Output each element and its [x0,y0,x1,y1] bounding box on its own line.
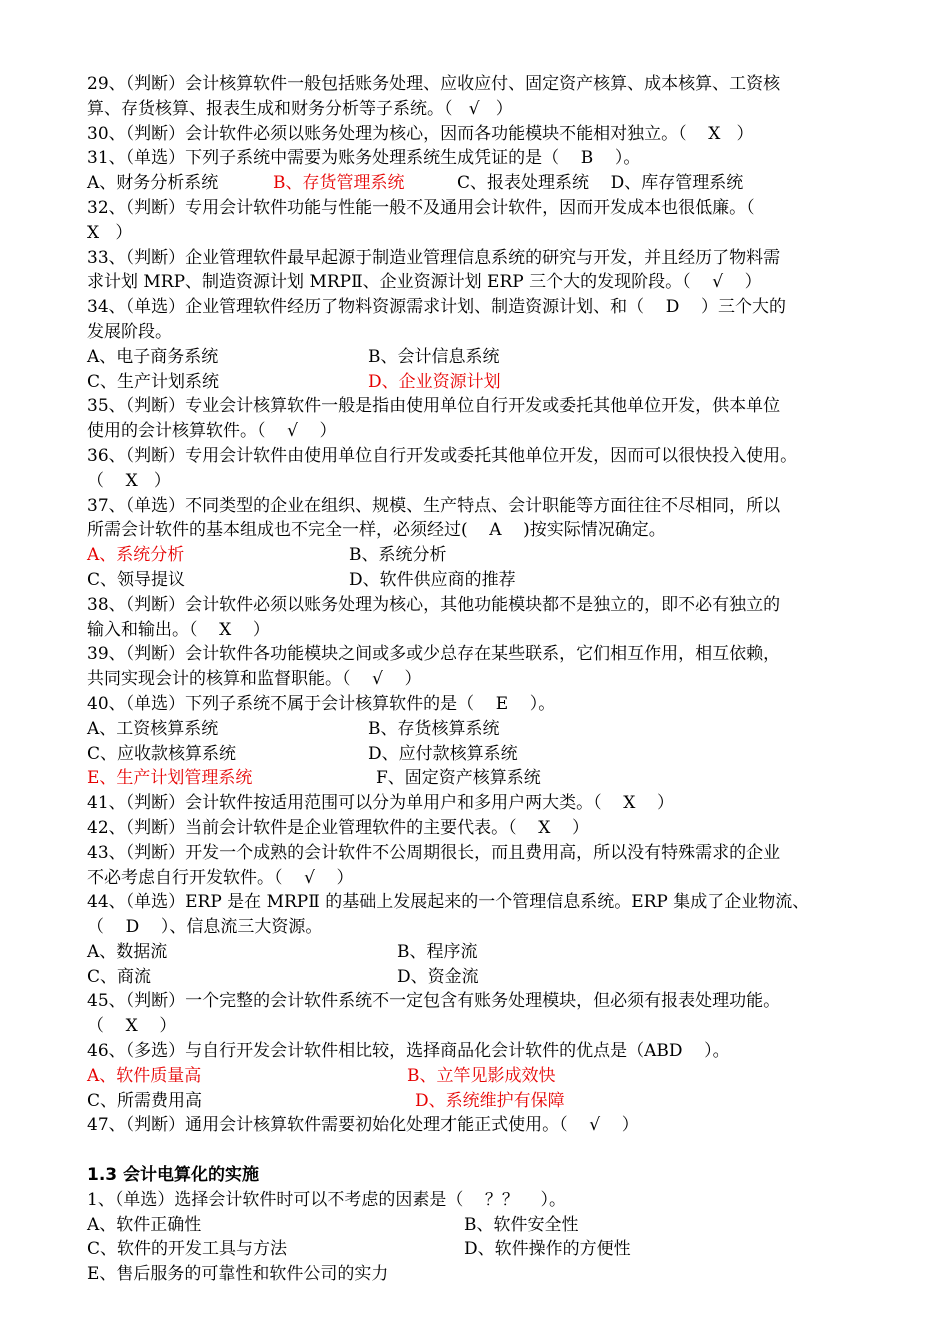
q29-text: 29、（判断）会计核算软件一般包括账务处理、应收应付、固定资产核算、成本核算、工资核 [87,74,781,94]
q47-line [87,1113,890,1138]
q29-line2 [87,97,890,122]
q35-line1 [87,394,890,419]
q37-option-b: B、系统分析 [349,545,447,566]
q31-option-cd: C、报表处理系统 D、库存管理系统 [457,173,744,194]
q40-line [87,692,890,717]
q43-answer: 不必考虑自行开发软件。（ √ ） [87,867,354,888]
q44-option-a: A、数据流 [87,941,168,962]
q46-option-d-correct: D、系统维护有保障 [415,1090,565,1111]
s13-q1-option-b: B、软件安全性 [464,1214,579,1235]
q32-answer: X ） [87,222,133,243]
q34-option-d-correct: D、企业资源计划 [368,371,501,392]
q36-line2 [87,469,890,494]
q44-option-d: D、资金流 [397,966,479,987]
q34-text: 34、（单选）企业管理软件经历了物料资源需求计划、制造资源计划、和（ D ）三个大的 [87,297,786,318]
q40-option-c: C、应收款核算系统 [87,743,237,764]
q43-text: 43、（判断）开发一个成熟的会计软件不公周期很长，而且费用高，所以没有特殊需求的企业 [87,842,781,863]
q32-text: 32、（判断）专用会计软件功能与性能一般不及通用会计软件，因而开发成本也很低廉。（ [87,197,755,218]
q45-text: 45、（判断）一个完整的会计软件系统不一定包含有账务处理模块，但必须有报表处理功能。 [87,991,781,1012]
q39-text: 39、（判断）会计软件各功能模块之间或多或少总存在某些联系，它们相互作用，相互依赖， [87,644,781,665]
q42-line [87,816,890,841]
q43-line1 [87,841,890,866]
s13-q1-option-c: C、软件的开发工具与方法 [87,1239,288,1260]
s13-q1-option-e-line [87,1262,890,1287]
q36-line1 [87,444,890,469]
q37-option-a-correct: A、系统分析 [87,545,185,566]
s13-q1-options-ab [87,1213,890,1238]
q43-line2 [87,866,890,891]
q47-text: 47、（判断）通用会计核算软件需要初始化处理才能正式使用。（ √ ） [87,1115,639,1136]
q37-option-c: C、领导提议 [87,569,186,590]
q46-options-cd [87,1089,890,1114]
s13-q1-option-d: D、软件操作的方便性 [464,1239,631,1260]
q32-line2 [87,221,890,246]
q34-option-b: B、会计信息系统 [368,346,500,367]
q34-options-ab [87,345,890,370]
q40-option-d: D、应付款核算系统 [368,743,518,764]
q44-options-cd [87,965,890,990]
q36-answer: （ X ） [87,470,171,491]
q29-line1 [87,72,890,97]
q37-option-d: D、软件供应商的推荐 [349,569,516,590]
q41-text: 41、（判断）会计软件按适用范围可以分为单用户和多用户两大类。（ X ） [87,793,674,814]
blank-line [87,1138,890,1163]
q35-line2 [87,419,890,444]
q31-option-a: A、财务分析系统 [87,173,219,194]
q39-line1 [87,642,890,667]
q37-line1 [87,494,890,519]
q36-text: 36、（判断）专用会计软件由使用单位自行开发或委托其他单位开发，因而可以很快投入使用。 [87,445,798,466]
q44-answer: （ D ）、信息流三大资源。 [87,917,323,938]
q46-text: 46、（多选）与自行开发会计软件相比较，选择商品化会计软件的优点是（ABD ）。 [87,1041,730,1062]
q38-line2 [87,618,890,643]
q38-text: 38、（判断）会计软件必须以账务处理为核心，其他功能模块都不是独立的，即不必有独立的 [87,594,781,615]
q37-line2 [87,518,890,543]
q34-line2 [87,320,890,345]
q44-line2 [87,915,890,940]
q33-text: 33、（判断）企业管理软件最早起源于制造业管理信息系统的研究与开发，并且经历了物料需 [87,247,781,268]
q40-options-ef [87,766,890,791]
q31-options [87,171,890,196]
q46-option-c: C、所需费用高 [87,1090,203,1111]
q29-answer: 算、存货核算、报表生成和财务分析等子系统。（ √ ） [87,98,513,119]
q31-option-b-correct: B、存货管理系统 [273,173,405,194]
q31-text: 31、（单选）下列子系统中需要为账务处理系统生成凭证的是（ B ）。 [87,148,641,169]
q37-text: 37、（单选）不同类型的企业在组织、规模、生产特点、会计职能等方面往往不尽相同，所以 [87,495,781,516]
q38-answer: 输入和输出。（ X ） [87,619,270,640]
q37-answer: 所需会计软件的基本组成也不完全一样，必须经过( A )按实际情况确定。 [87,520,666,541]
s13-q1-text: 1、（单选）选择会计软件时可以不考虑的因素是（ ？？ ）。 [87,1189,567,1210]
q40-option-e-correct: E、生产计划管理系统 [87,768,253,789]
q34-option-a: A、电子商务系统 [87,346,219,367]
q39-line2 [87,667,890,692]
q37-options-cd [87,568,890,593]
q44-text: 44、（单选）ERP 是在 MRPⅡ 的基础上发展起来的一个管理信息系统。ERP 集成了企业物流、 [87,892,810,913]
section-heading: 1.3 会计电算化的实施 [87,1165,260,1186]
q33-line1 [87,246,890,271]
q38-line1 [87,593,890,618]
q40-options-cd [87,742,890,767]
q31-line [87,146,890,171]
s13-q1-line [87,1188,890,1213]
q33-line2 [87,270,890,295]
q44-option-c: C、商流 [87,966,152,987]
q45-line2 [87,1014,890,1039]
q44-line1 [87,890,890,915]
s13-q1-options-cd [87,1237,890,1262]
q40-text: 40、（单选）下列子系统不属于会计核算软件的是（ E ）。 [87,693,556,714]
q40-option-a: A、工资核算系统 [87,718,219,739]
q35-answer: 使用的会计核算软件。（ √ ） [87,421,337,442]
q40-option-f: F、固定资产核算系统 [376,768,541,789]
q39-answer: 共同实现会计的核算和监督职能。（ √ ） [87,669,422,690]
q40-options-ab [87,717,890,742]
q40-option-b: B、存货核算系统 [368,718,500,739]
s13-q1-option-a: A、软件正确性 [87,1214,202,1235]
q34-option-c: C、生产计划系统 [87,371,220,392]
q46-options-ab [87,1064,890,1089]
q37-options-ab [87,543,890,568]
q41-line [87,791,890,816]
q42-text: 42、（判断）当前会计软件是企业管理软件的主要代表。（ X ） [87,817,589,838]
q32-line1 [87,196,890,221]
q33-answer: 求计划 MRP、制造资源计划 MRPⅡ、企业资源计划 ERP 三个大的发现阶段。（ √ ） [87,272,762,293]
q44-options-ab [87,940,890,965]
q30-line [87,122,890,147]
q46-option-a-correct: A、软件质量高 [87,1065,202,1086]
q30-text: 30、（判断）会计软件必须以账务处理为核心，因而各功能模块不能相对独立。（ X ） [87,123,754,144]
q34-options-cd [87,370,890,395]
document-body [87,72,890,1287]
q34-line1 [87,295,890,320]
q45-line1 [87,989,890,1014]
q46-line [87,1039,890,1064]
q35-text: 35、（判断）专业会计核算软件一般是指由使用单位自行开发或委托其他单位开发，供本单位 [87,396,781,417]
s13-q1-option-e: E、售后服务的可靠性和软件公司的实力 [87,1264,389,1285]
q34-text-cont: 发展阶段。 [87,321,172,342]
q44-option-b: B、程序流 [397,941,478,962]
q45-answer: （ X ） [87,1016,177,1037]
q46-option-b-correct: B、立竿见影成效快 [407,1065,556,1086]
